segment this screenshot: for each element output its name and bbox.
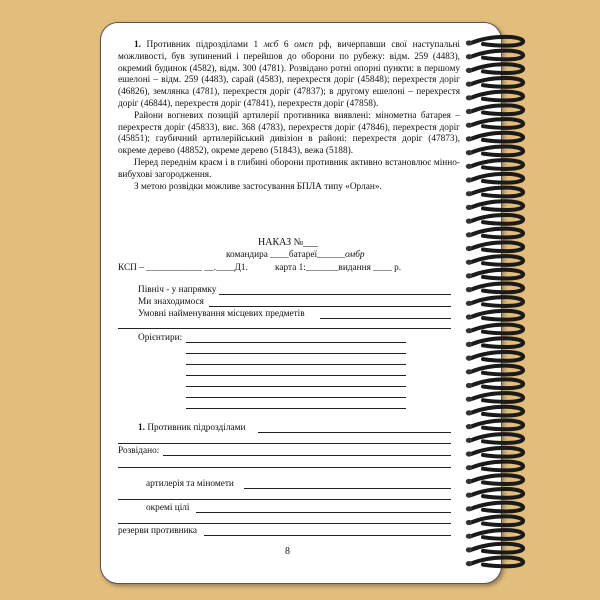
paragraph-2	[118, 111, 460, 158]
map-line: карта 1:_______видання ____ р.	[275, 263, 402, 273]
binding-ring	[471, 407, 523, 416]
binding-ring	[471, 544, 523, 553]
punch-hole	[466, 424, 472, 429]
targets-field[interactable]	[196, 512, 451, 513]
conventional-names-field-2[interactable]	[118, 328, 451, 329]
punch-hole	[466, 369, 472, 374]
recon-field[interactable]	[163, 455, 451, 456]
binding-ring	[471, 283, 523, 292]
binding-ring	[471, 489, 523, 498]
punch-hole	[466, 177, 472, 182]
binding-ring	[471, 215, 523, 224]
paragraph-text: Перед переднім краєм і в глибині оборони противник активно встановлює мінно-вибухові загородження.	[118, 157, 460, 180]
targets-label: окремі цілі	[146, 503, 190, 513]
punch-hole	[466, 123, 472, 128]
landmark-field-2[interactable]	[186, 353, 406, 354]
binding-ring	[471, 242, 523, 251]
punch-hole	[466, 383, 472, 388]
enemy-field[interactable]	[258, 432, 451, 433]
binding-ring	[471, 420, 523, 429]
punch-hole	[466, 136, 472, 141]
binding-ring	[471, 325, 523, 334]
binding-ring	[471, 105, 523, 114]
landmark-field-5[interactable]	[186, 386, 406, 387]
binding-ring	[471, 366, 523, 375]
punch-hole	[466, 328, 472, 333]
punch-hole	[466, 438, 472, 443]
landmark-field-3[interactable]	[186, 364, 406, 365]
recon-label: Розвідано:	[118, 446, 160, 456]
binding-ring	[471, 516, 523, 525]
enemy-label: Противник підрозділами	[147, 423, 246, 433]
punch-hole	[466, 301, 472, 306]
punch-hole	[466, 342, 472, 347]
landmarks-label: Орієнтири:	[138, 333, 183, 343]
punch-hole	[466, 479, 472, 484]
binding-ring	[471, 503, 523, 512]
punch-hole	[466, 506, 472, 511]
reserves-field[interactable]	[204, 535, 451, 536]
location-label: Ми знаходимося	[138, 297, 204, 307]
punch-hole	[466, 232, 472, 237]
binding-ring	[471, 352, 523, 361]
punch-hole	[466, 520, 472, 525]
punch-hole	[466, 246, 472, 251]
enemy-number: 1.	[138, 423, 145, 433]
punch-hole	[466, 219, 472, 224]
punch-hole	[466, 82, 472, 87]
binding-ring	[471, 51, 523, 60]
landmark-field-1[interactable]	[186, 342, 406, 343]
binding-ring	[471, 64, 523, 73]
binding-ring	[471, 229, 523, 238]
conventional-names-label: Умовні найменування місцевих предметів	[138, 309, 305, 319]
punch-hole	[466, 68, 472, 73]
paragraph-text: омсп	[294, 40, 314, 50]
binding-ring	[471, 201, 523, 210]
punch-hole	[466, 150, 472, 155]
punch-hole	[466, 273, 472, 278]
enemy-field-2[interactable]	[118, 443, 451, 444]
targets-field-2[interactable]	[118, 523, 451, 524]
landmark-field-4[interactable]	[186, 375, 406, 376]
order-text	[118, 40, 460, 193]
punch-hole	[466, 397, 472, 402]
order-title: НАКАЗ №___	[258, 237, 319, 248]
punch-hole	[466, 260, 472, 265]
landmark-field-7[interactable]	[186, 408, 406, 409]
binding-ring	[471, 92, 523, 101]
reserves-label: резерви противника	[118, 526, 198, 536]
artillery-field-2[interactable]	[118, 499, 451, 500]
paragraph-text: Райони вогневих позицій артилерії противника виявлені: мінометна батарея – перехрестя доріг (45833), вис. 368 (4783), перехрестя доріг (47846), перехрестя доріг (45851); гаубичний артилерійський дивізіон в районі: перехрестя доріг (47873), окреме дерево (48852), окреме дерево (51843), вежа (5188).	[118, 110, 460, 157]
punch-hole	[466, 191, 472, 196]
location-field[interactable]	[209, 306, 451, 307]
punch-hole	[466, 561, 472, 566]
north-label: Північ - у напрямку	[138, 285, 217, 295]
punch-hole	[466, 314, 472, 319]
binding-ring	[471, 133, 523, 142]
paragraph-number: 1.	[134, 40, 147, 50]
binding-ring	[471, 37, 523, 46]
binding-ring	[471, 146, 523, 155]
binding-ring	[471, 475, 523, 484]
binding-ring	[471, 188, 523, 197]
punch-hole	[466, 164, 472, 169]
binding-ring	[471, 78, 523, 87]
paragraph-3	[118, 158, 460, 182]
paragraph-1	[118, 40, 460, 111]
binding-ring	[471, 160, 523, 169]
paragraph-text: рф, вичерпавши свої наступальні можливості, був зупинений і перейшов до оборони по рубежу: відм. 259 (4483), окремий будинок (4582), відм. 300 (4781). Розвідано ротні опорні пункти: в першому ешелоні – відм. 259 (4483), сарай (4583), перехрестя доріг (45848); перехрестя доріг (46826), землянка (4781), перехрестя доріг (47837); в другому ешелоні – перехрестя доріг (46844), перехрестя доріг (47841), перехрестя доріг (47858).	[118, 40, 461, 109]
enemy-section	[138, 423, 245, 434]
binding-ring	[471, 119, 523, 128]
punch-hole	[466, 547, 472, 552]
north-field[interactable]	[219, 294, 451, 295]
spiral-binding	[463, 34, 533, 574]
binding-ring	[471, 270, 523, 279]
conventional-names-field[interactable]	[320, 318, 451, 319]
artillery-label: артилерія та міномети	[146, 479, 234, 489]
punch-hole	[466, 534, 472, 539]
punch-hole	[466, 493, 472, 498]
ksp-line: КСП – ____________ __.____Д1.	[118, 263, 248, 273]
brigade-label: омбр	[345, 250, 365, 260]
binding-ring	[471, 448, 523, 457]
commander-line	[226, 250, 365, 261]
page-number: 8	[285, 546, 290, 557]
binding-ring	[471, 174, 523, 183]
binding-ring	[471, 338, 523, 347]
binding-ring	[471, 379, 523, 388]
punch-hole	[466, 465, 472, 470]
punch-hole	[466, 54, 472, 59]
artillery-field[interactable]	[244, 488, 451, 489]
recon-field-2[interactable]	[118, 467, 451, 468]
landmark-field-6[interactable]	[186, 397, 406, 398]
punch-hole	[466, 40, 472, 45]
binding-ring	[471, 256, 523, 265]
paragraph-text: З метою розвідки можливе застосування БПЛА типу «Орлан».	[134, 181, 382, 192]
paragraph-text: 6	[278, 40, 295, 50]
binding-ring	[471, 393, 523, 402]
paragraph-text: мсб	[263, 40, 279, 50]
punch-hole	[466, 109, 472, 114]
punch-hole	[466, 287, 472, 292]
binding-ring	[471, 434, 523, 443]
binding-ring	[471, 557, 523, 566]
binding-ring	[471, 462, 523, 471]
punch-hole	[466, 356, 472, 361]
commander-label: командира ____батареї______	[226, 250, 346, 260]
punch-hole	[466, 451, 472, 456]
binding-ring	[471, 311, 523, 320]
paragraph-4	[118, 182, 460, 194]
paragraph-text: Противник підрозділами 1	[146, 40, 264, 50]
punch-hole	[466, 410, 472, 415]
punch-hole	[466, 205, 472, 210]
binding-ring	[471, 530, 523, 539]
punch-hole	[466, 95, 472, 100]
binding-ring	[471, 297, 523, 306]
